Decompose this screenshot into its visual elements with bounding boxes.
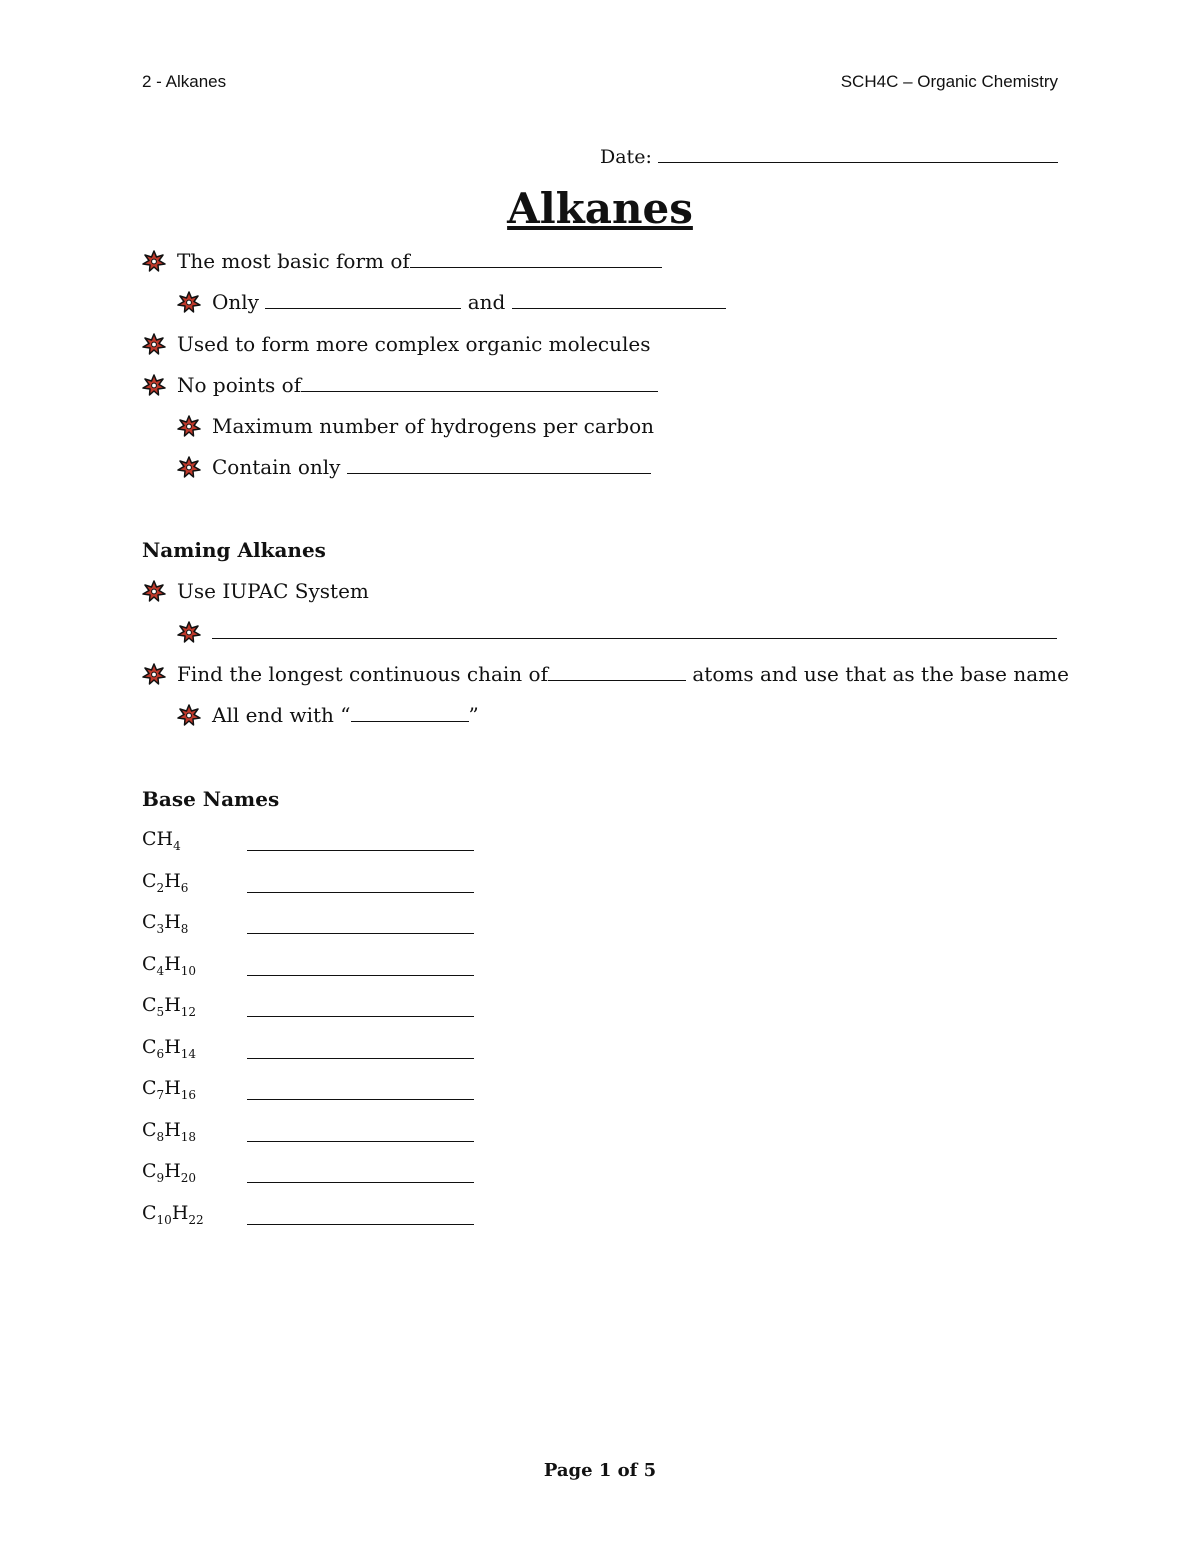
bullet-only: Only and (177, 290, 726, 314)
bullet-contain-only: Contain only (177, 455, 651, 479)
blank-contain-only[interactable] (347, 455, 651, 474)
bullet-no-points: No points of (142, 373, 658, 397)
formula-label: $C_4H_{10}$ (142, 952, 197, 978)
bullet-longest-chain: Find the longest continuous chain of atoms and use that as the base name (142, 662, 1069, 686)
formula-name-blank[interactable] (247, 1058, 474, 1059)
formula-name-blank[interactable] (247, 892, 474, 893)
bullet-icon (177, 415, 201, 437)
blank-no-points[interactable] (301, 373, 658, 392)
bullet-icon (142, 374, 166, 396)
bullet-iupac: Use IUPAC System (142, 579, 369, 603)
formula-label: $C_2H_6$ (142, 869, 189, 895)
formula-name-blank[interactable] (247, 1182, 474, 1183)
blank-basic-form[interactable] (410, 249, 662, 268)
blank-iupac[interactable] (212, 620, 1057, 639)
bullet-basic-form: The most basic form of (142, 249, 662, 273)
bullet-icon (177, 704, 201, 726)
blank-ending[interactable] (351, 703, 469, 722)
formula-label: $C_5H_{12}$ (142, 994, 197, 1019)
formula-label: $C_3H_8$ (142, 911, 189, 936)
bullet-complex: Used to form more complex organic molecules (142, 332, 651, 356)
bullet-max-hydrogens: Maximum number of hydrogens per carbon (177, 414, 654, 438)
bullet-icon (177, 456, 201, 478)
bullet-icon (142, 333, 166, 355)
blank-only-2[interactable] (512, 290, 726, 309)
formula-name-blank[interactable] (247, 1141, 474, 1142)
header-right: SCH4C – Organic Chemistry (840, 72, 1058, 91)
formula-name-blank[interactable] (247, 1224, 474, 1225)
header-left: 2 - Alkanes (142, 72, 227, 91)
page-number: Page 1 of 5 (543, 1460, 657, 1481)
date-blank[interactable] (658, 144, 1058, 163)
formula-name-blank[interactable] (247, 975, 474, 976)
formula-label: $C_7H_{16}$ (142, 1077, 197, 1102)
bullet-iupac-blank (177, 620, 1057, 644)
blank-only-1[interactable] (265, 290, 461, 309)
formula-name-blank[interactable] (247, 933, 474, 934)
blank-chain-atoms[interactable] (548, 662, 686, 681)
base-names-heading: Base Names (142, 787, 280, 811)
formula-label: $C_8H_{18}$ (142, 1118, 197, 1144)
formula-label: $C_{10}H_{22}$ (142, 1201, 204, 1227)
bullet-icon (142, 250, 166, 272)
formula-name-blank[interactable] (247, 850, 474, 851)
date-line (600, 144, 1058, 168)
formula-name-blank[interactable] (247, 1016, 474, 1017)
bullet-ending: All end with “ ” (177, 703, 479, 727)
naming-heading: Naming Alkanes (142, 538, 326, 562)
bullet-icon (142, 580, 166, 602)
date-label: Date: (600, 146, 652, 168)
formula-label: $C_6H_{14}$ (142, 1035, 197, 1061)
bullet-icon (177, 291, 201, 313)
bullet-icon (142, 663, 166, 685)
bullet-icon (177, 621, 201, 643)
formula-label: $C_9H_{20}$ (142, 1160, 197, 1185)
formula-label: $CH_4$ (142, 828, 181, 853)
formula-name-blank[interactable] (247, 1099, 474, 1100)
page-title: Alkanes (507, 184, 693, 233)
